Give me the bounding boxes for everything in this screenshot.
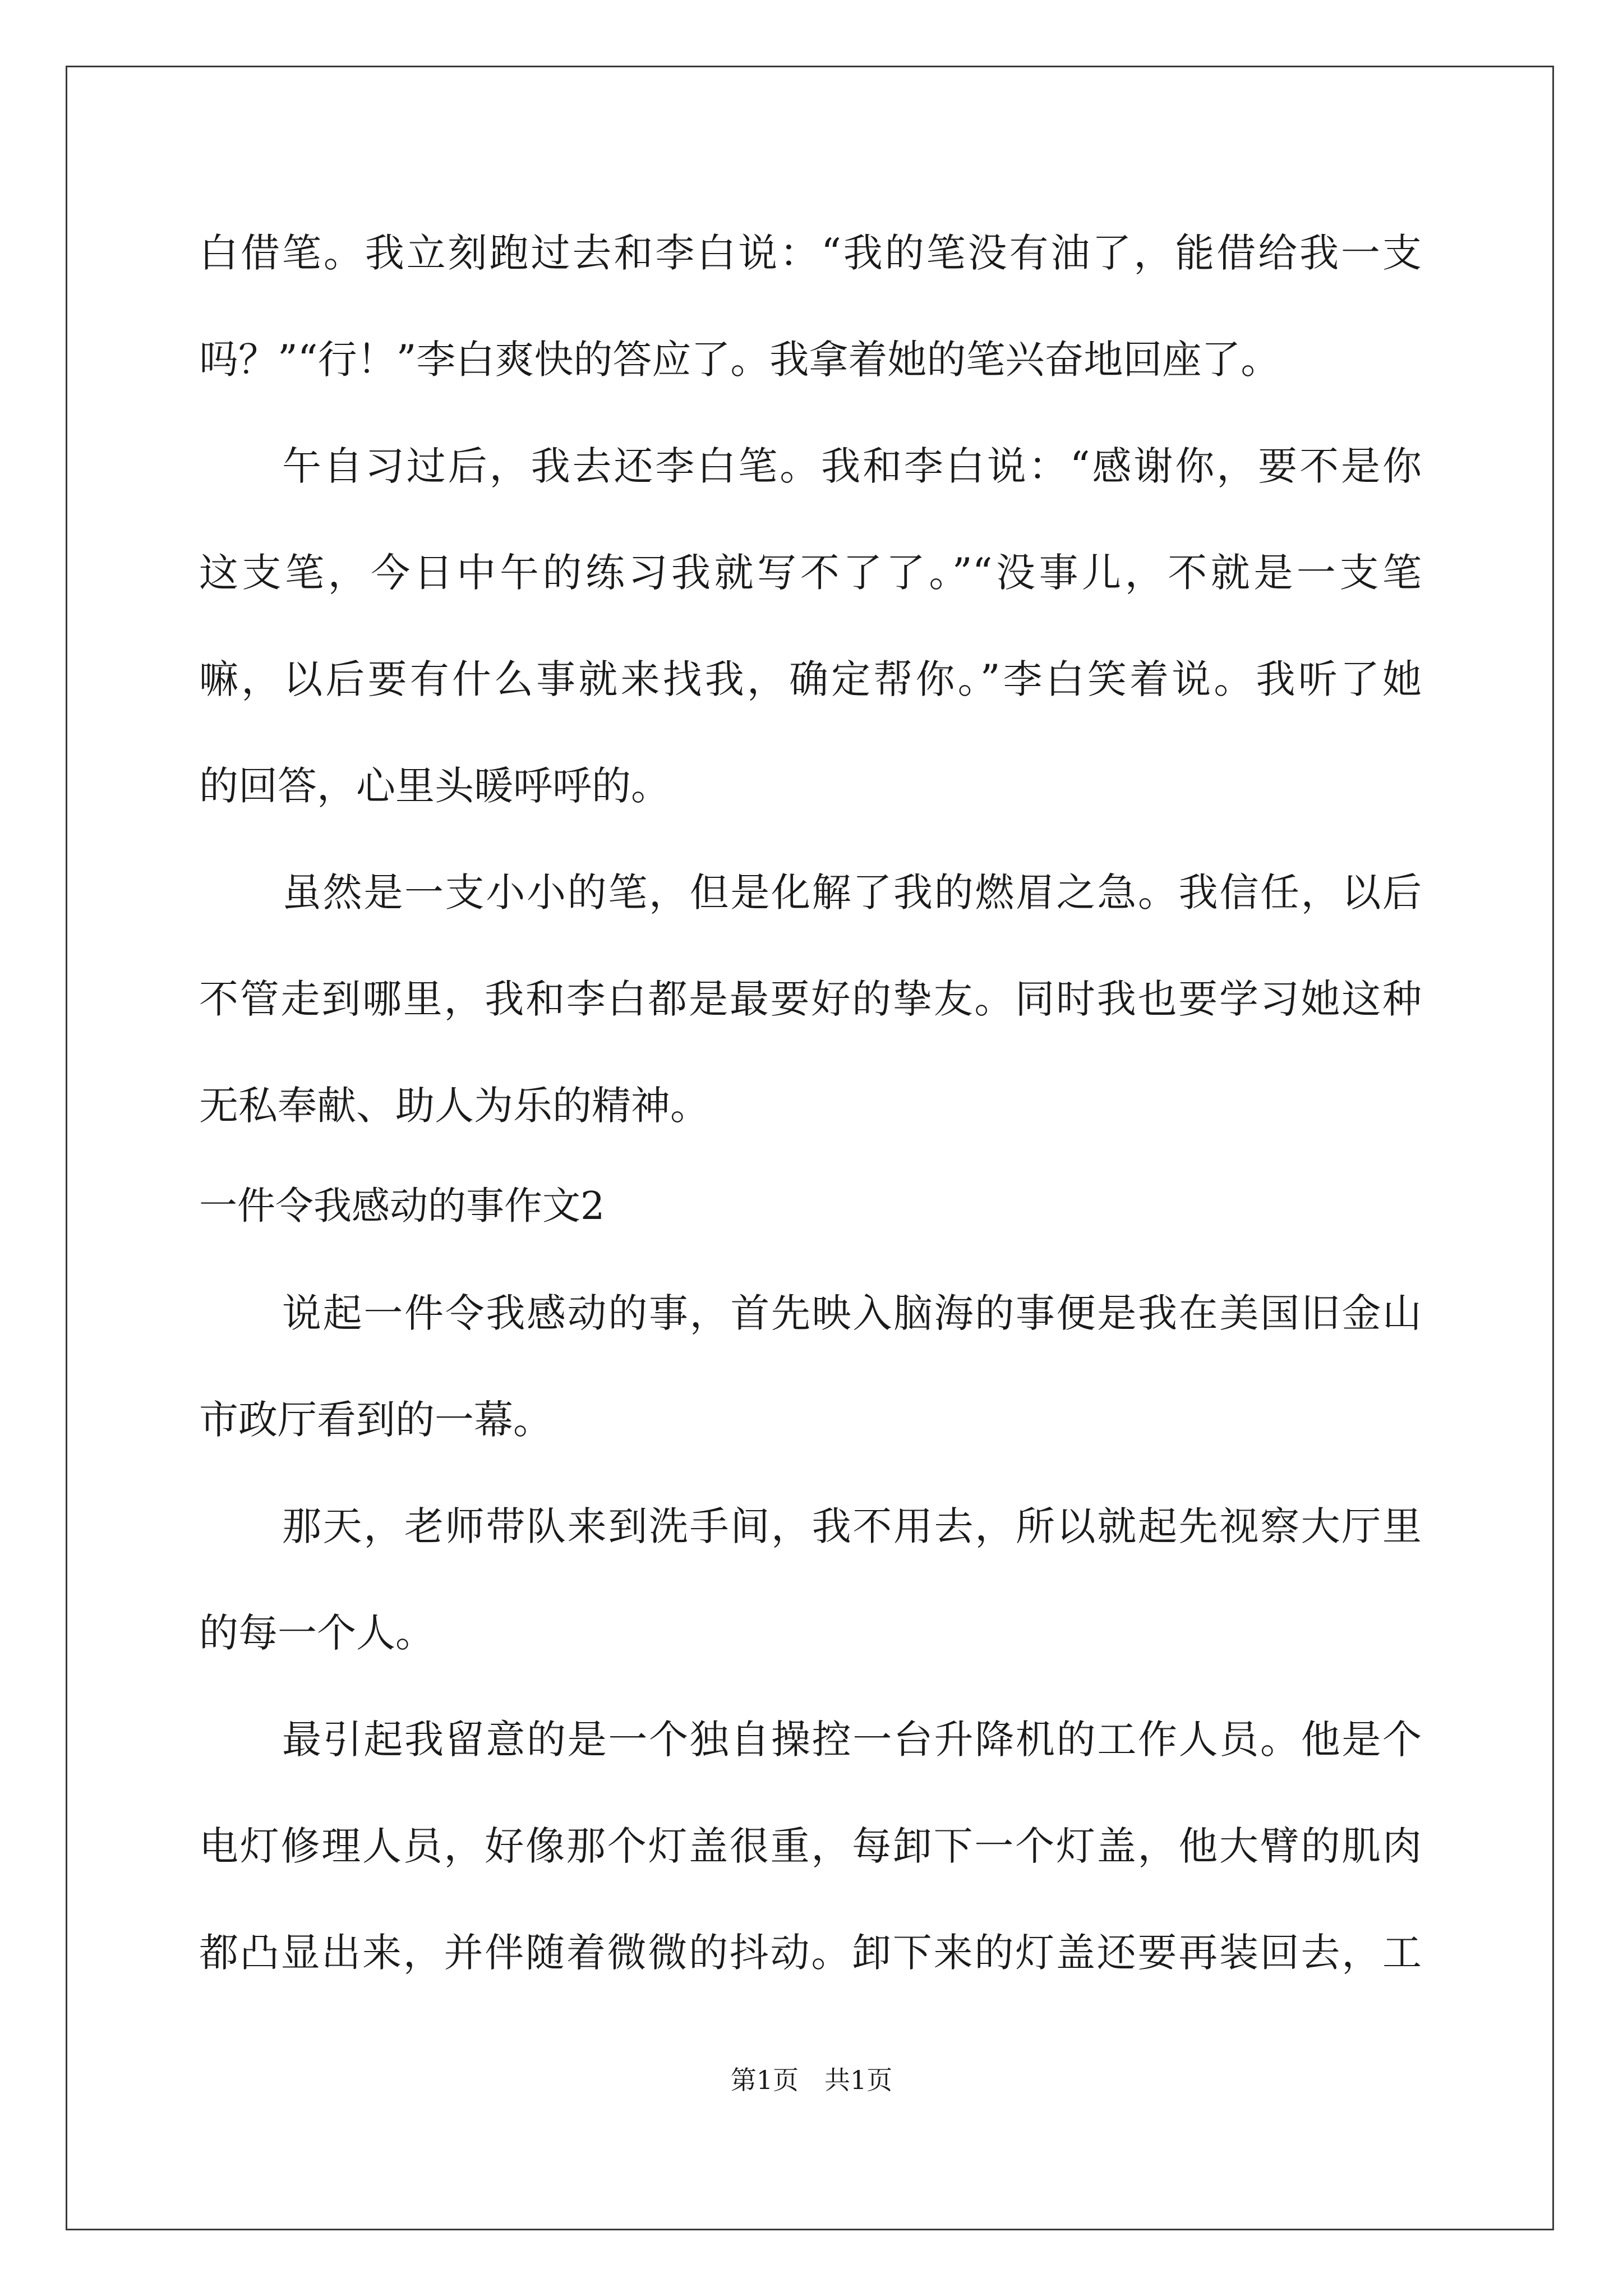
- paragraph-line: 不管走到哪里，我和李白都是最要好的挚友。同时我也要学习她这种: [199, 976, 1422, 1022]
- paragraph-line: 说起一件令我感动的事，首先映入脑海的事便是我在美国旧金山: [282, 1290, 1422, 1336]
- paragraph-line: 无私奉献、助人为乐的精神。: [199, 1083, 709, 1129]
- paragraph-line: 电灯修理人员，好像那个灯盖很重，每卸下一个灯盖，他大臂的肌肉: [199, 1823, 1422, 1869]
- paragraph-line: 都凸显出来，并伴随着微微的抖动。卸下来的灯盖还要再装回去，工: [199, 1930, 1422, 1976]
- page-footer: 第1页 共1页: [730, 2065, 893, 2095]
- paragraph-line: 午自习过后，我去还李白笔。我和李白说：“感谢你，要不是你: [282, 443, 1422, 489]
- paragraph-line: 嘛，以后要有什么事就来找我，确定帮你。”李白笑着说。我听了她: [199, 656, 1422, 702]
- paragraph-line: 那天，老师带队来到洗手间，我不用去，所以就起先视察大厅里: [282, 1503, 1422, 1549]
- paragraph-line: 的每一个人。: [199, 1610, 435, 1656]
- paragraph-line: 白借笔。我立刻跑过去和李白说：“我的笔没有油了，能借给我一支: [199, 230, 1422, 276]
- paragraph-line: 虽然是一支小小的笔，但是化解了我的燃眉之急。我信任，以后: [282, 869, 1422, 915]
- section-heading: 一件令我感动的事作文2: [199, 1184, 605, 1228]
- paragraph-line: 吗？”“行！”李白爽快的答应了。我拿着她的笔兴奋地回座了。: [199, 337, 1280, 383]
- paragraph-line: 的回答，心里头暖呼呼的。: [199, 763, 670, 809]
- paragraph-line: 最引起我留意的是一个独自操控一台升降机的工作人员。他是个: [282, 1717, 1422, 1763]
- paragraph-line: 这支笔，今日中午的练习我就写不了了。”“没事儿，不就是一支笔: [199, 550, 1422, 596]
- paragraph-line: 市政厅看到的一幕。: [199, 1397, 552, 1443]
